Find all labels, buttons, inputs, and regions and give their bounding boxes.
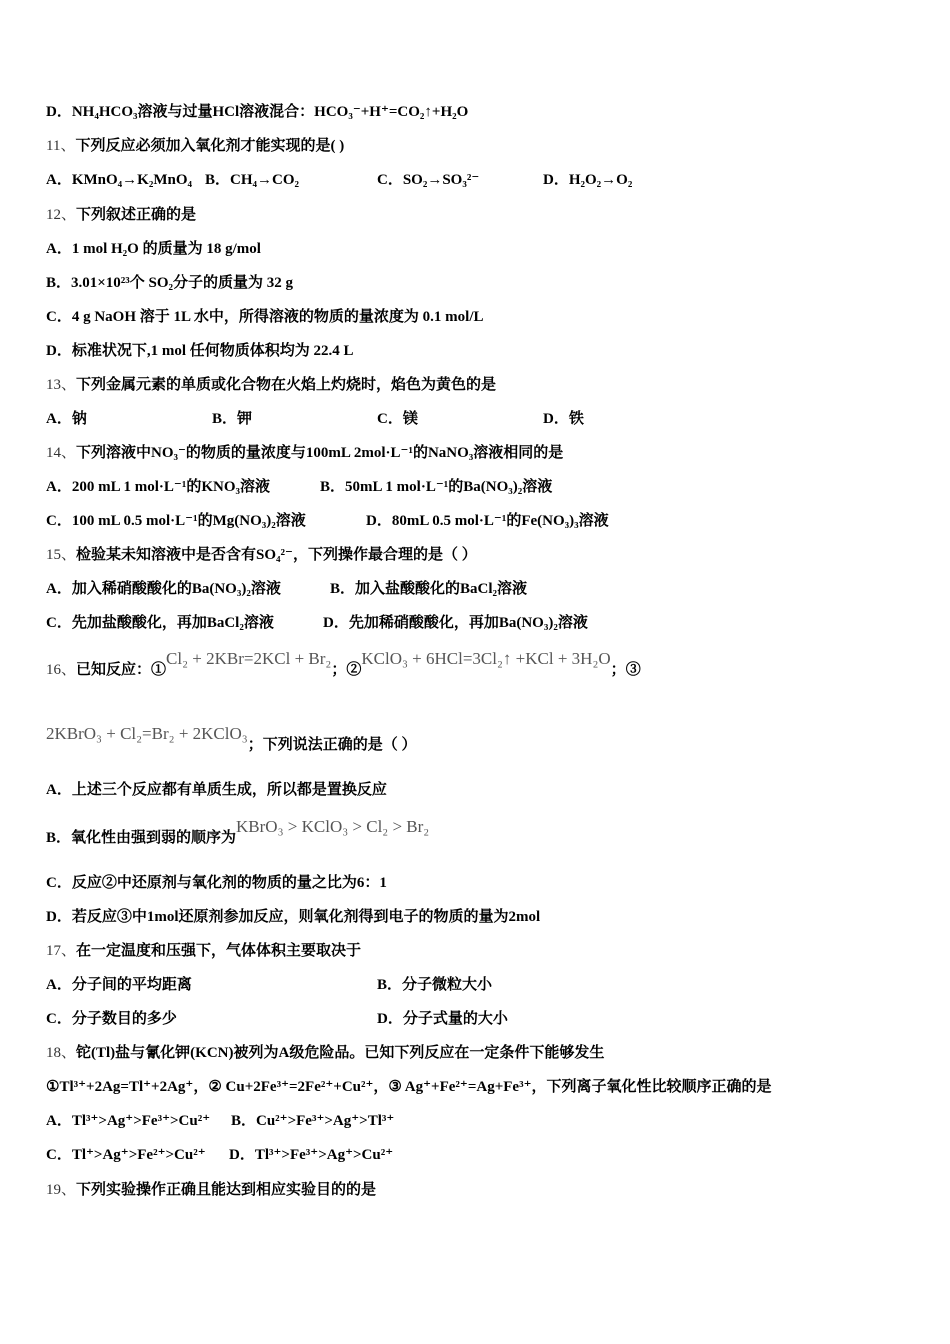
question-stem: 在一定温度和压强下，气体体积主要取决于 [76, 943, 362, 959]
q16-option-d [46, 907, 540, 927]
q14-option-a: A．200 mL 1 mol·L⁻¹的KNO₃溶液 [46, 479, 271, 495]
question-14 [46, 443, 563, 463]
q15-option-b: B．加入盐酸酸化的BaCl₂溶液 [330, 581, 528, 597]
question-number: 13、 [46, 377, 77, 393]
option-text: 若反应③中1mol还原剂参加反应，则氧化剂得到电子的物质的量为2mol [71, 909, 541, 925]
question-number: 17、 [46, 943, 77, 959]
q17-option-c: C．分子数目的多少 [46, 1011, 177, 1027]
question-number: 15、 [46, 547, 77, 563]
q10-option-d: D．NH₄HCO₃溶液与过量HCl溶液混合：HCO₃⁻+H⁺=CO₂↑+H₂O [46, 104, 469, 120]
q18-option-a: A．Tl³⁺>Ag⁺>Fe³⁺>Cu²⁺ [46, 1113, 211, 1129]
q12-option-c: C．4 g NaOH 溶于 1L 水中，所得溶液的物质的量浓度为 0.1 mol/L [46, 309, 484, 325]
question-number: 12、 [46, 207, 77, 223]
separator: ； [610, 662, 626, 678]
q12-option-a: A．1 mol H₂O 的质量为 18 g/mol [46, 241, 261, 257]
option-text: 反应②中还原剂与氧化剂的物质的量之比为6：1 [71, 875, 387, 891]
q11-option-c: C．SO₂→SO₃²⁻ [377, 172, 480, 188]
reaction-2-equation: KClO₃ + 6HCl=3Cl₂↑ +KCl + 3H₂O [361, 649, 611, 668]
separator: ； [247, 737, 263, 753]
question-16-continued [46, 724, 417, 755]
q11-option-d: D．H₂O₂→O₂ [543, 172, 633, 188]
separator: ； [331, 662, 347, 678]
question-number: 16、 [46, 662, 77, 678]
q13-option-d: D．铁 [543, 411, 584, 427]
q17-option-a: A．分子间的平均距离 [46, 977, 192, 993]
q18-option-c: C．Tl⁺>Ag⁺>Fe²⁺>Cu²⁺ [46, 1147, 206, 1163]
q13-option-b: B．钾 [212, 411, 253, 427]
q11-option-a: A．KMnO₄→K₂MnO₄ [46, 172, 192, 188]
option-label: C． [46, 875, 72, 891]
q18-option-b: B．Cu²⁺>Fe³⁺>Ag⁺>Tl³⁺ [231, 1113, 395, 1129]
question-number: 19、 [46, 1182, 77, 1198]
option-text: 氧化性由强到弱的顺序为 [71, 830, 237, 846]
question-number: 14、 [46, 445, 77, 461]
question-stem: 下列实验操作正确且能达到相应实验目的的是 [76, 1182, 377, 1198]
q17-option-b: B．分子微粒大小 [377, 977, 493, 993]
question-11 [46, 136, 344, 156]
option-label: D． [46, 909, 72, 925]
question-stem: 下列叙述正确的是 [76, 207, 197, 223]
question-stem-suffix: 下列说法正确的是（ ） [262, 737, 417, 753]
q14-option-b: B．50mL 1 mol·L⁻¹的Ba(NO₃)₂溶液 [320, 479, 553, 495]
question-number: 11、 [46, 138, 76, 154]
option-text: 上述三个反应都有单质生成，所以都是置换反应 [71, 782, 387, 798]
question-stem: 下列溶液中NO₃⁻的物质的量浓度与100mL 2mol·L⁻¹的NaNO₃溶液相同的是 [76, 445, 564, 461]
reaction-3-equation: 2KBrO₃ + Cl₂=Br₂ + 2KClO₃ [46, 724, 248, 743]
q11-option-b: B．CH₄→CO₂ [205, 172, 299, 188]
q15-option-a: A．加入稀硝酸酸化的Ba(NO₃)₂溶液 [46, 581, 281, 597]
question-stem-prefix: 已知反应： [76, 662, 152, 678]
q14-option-c: C．100 mL 0.5 mol·L⁻¹的Mg(NO₃)₂溶液 [46, 513, 306, 529]
question-19 [46, 1180, 376, 1200]
question-stem: 检验某未知溶液中是否含有SO₄²⁻，下列操作最合理的是（ ） [76, 547, 477, 563]
q13-option-c: C．镁 [377, 411, 418, 427]
reaction-1-marker: ① [151, 662, 167, 678]
q13-option-a: A．钠 [46, 411, 87, 427]
q12-option-d: D．标准状况下,1 mol 任何物质体积均为 22.4 L [46, 343, 354, 359]
question-13 [46, 375, 496, 395]
question-16 [46, 649, 641, 680]
q15-option-d: D．先加稀硝酸酸化，再加Ba(NO₃)₂溶液 [323, 615, 588, 631]
question-17 [46, 941, 361, 961]
option-label: A． [46, 782, 72, 798]
question-12 [46, 205, 196, 225]
q16-option-a [46, 780, 387, 800]
q16-option-c [46, 873, 387, 893]
q16-option-b [46, 817, 430, 848]
question-18 [46, 1043, 604, 1063]
q17-option-d: D．分子式量的大小 [377, 1011, 508, 1027]
q14-option-d: D．80mL 0.5 mol·L⁻¹的Fe(NO₃)₃溶液 [366, 513, 609, 529]
q18-option-d: D．Tl³⁺>Fe³⁺>Ag⁺>Cu²⁺ [229, 1147, 394, 1163]
question-stem: 铊(Tl)盐与氰化钾(KCN)被列为A级危险品。已知下列反应在一定条件下能够发生 [76, 1045, 605, 1061]
q12-option-b: B．3.01×10²³个 SO₂分子的质量为 32 g [46, 275, 294, 291]
q18-reactions: ①Tl³⁺+2Ag=Tl⁺+2Ag⁺，② Cu+2Fe³⁺=2Fe²⁺+Cu²⁺，③ Ag⁺+Fe²⁺=Ag+Fe³⁺，下列离子氧化性比较顺序正确的是 [46, 1079, 772, 1095]
question-stem: 下列金属元素的单质或化合物在火焰上灼烧时，焰色为黄色的是 [76, 377, 497, 393]
question-stem: 下列反应必须加入氧化剂才能实现的是( ) [75, 138, 345, 154]
question-15 [46, 545, 477, 565]
option-formula: KBrO₃ > KClO₃ > Cl₂ > Br₂ [236, 817, 430, 836]
option-label: B． [46, 830, 72, 846]
reaction-1-equation: Cl₂ + 2KBr=2KCl + Br₂ [166, 649, 332, 668]
reaction-3-marker: ③ [625, 662, 641, 678]
q15-option-c: C．先加盐酸酸化，再加BaCl₂溶液 [46, 615, 274, 631]
reaction-2-marker: ② [346, 662, 362, 678]
question-number: 18、 [46, 1045, 77, 1061]
